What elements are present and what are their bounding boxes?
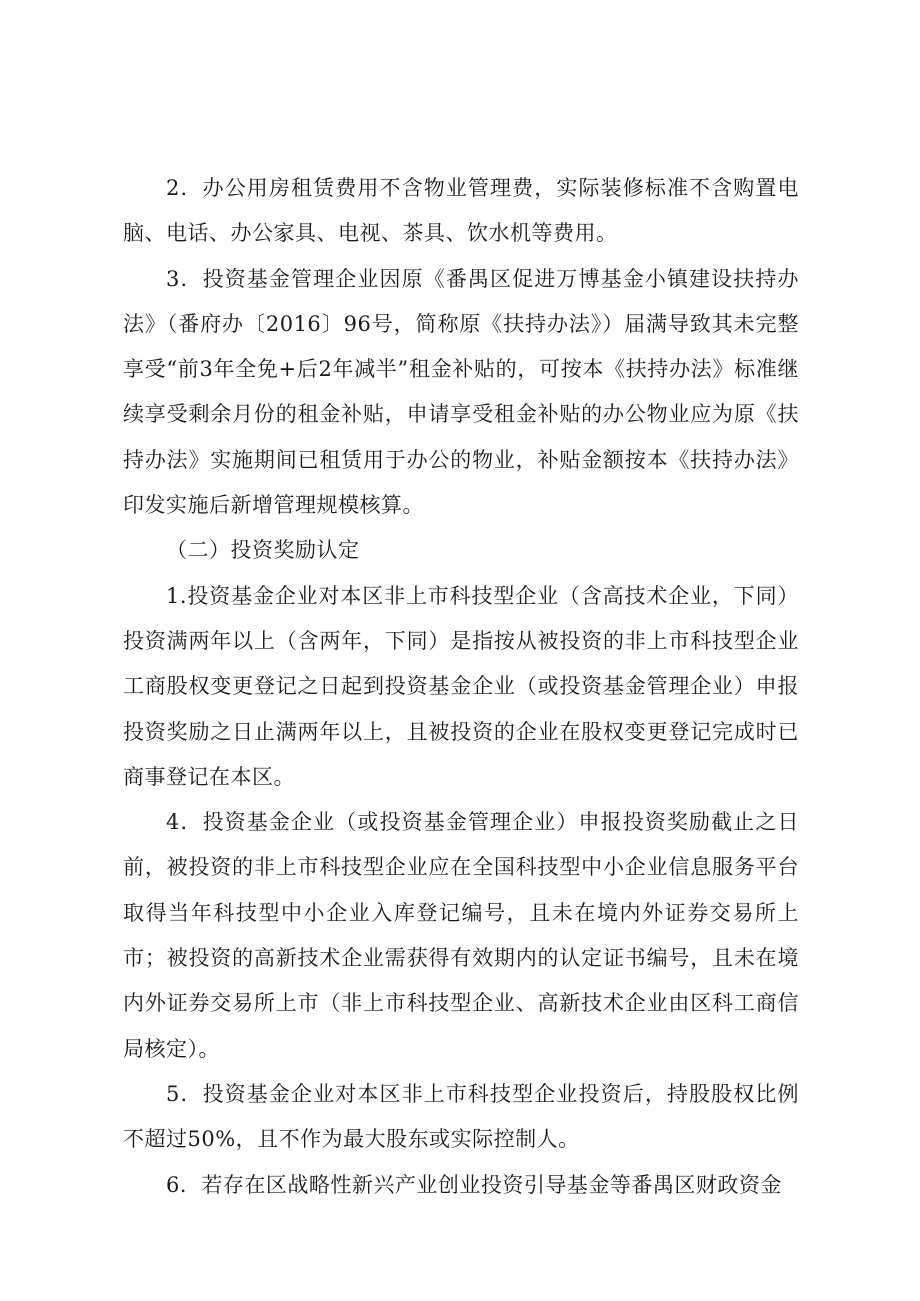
paragraph-guidance-fund: 6．若存在区战略性新兴产业创业投资引导基金等番禺区财政资金 xyxy=(166,1172,782,1197)
paragraph-shareholding-limit: 5．投资基金企业对本区非上市科技型企业投资后，持股股权比例不超过50%，且不作为最大股东或实际控制人。 xyxy=(123,1081,799,1152)
section-heading-investment-reward: （二）投资奖励认定 xyxy=(166,538,360,563)
paragraph-rent-subsidy-continuation: 3．投资基金管理企业因原《番禺区促进万博基金小镇建设扶持办法》（番府办〔2016〕96号，简称原《扶持办法》）届满导致其未完整享受“前3年全免+后2年减半”租金补贴的，可按本《扶持办法》标准继续享受剩余月份的租金补贴，申请享受租金补贴的办公物业应为原《扶持办法》实施期间已租赁用于办公的物业，补贴金额按本《扶持办法》印发实施后新增管理规模核算。 xyxy=(123,266,799,518)
paragraph-investment-duration: 1.投资基金企业对本区非上市科技型企业（含高技术企业，下同）投资满两年以上（含两年，下同）是指按从被投资的非上市科技型企业工商股权变更登记之日起到投资基金企业（或投资基金管理企业）申报投资奖励之日止满两年以上，且被投资的企业在股权变更登记完成时已商事登记在本区。 xyxy=(123,583,799,789)
paragraph-tech-enterprise-requirements: 4．投资基金企业（或投资基金管理企业）申报投资奖励截止之日前，被投资的非上市科技型企业应在全国科技型中小企业信息服务平台取得当年科技型中小企业入库登记编号，且未在境内外证券交易所上市；被投资的高新技术企业需获得有效期内的认定证书编号，且未在境内外证券交易所上市（非上市科技型企业、高新技术企业由区科工商信局核定）。 xyxy=(123,810,799,1061)
paragraph-office-rent-scope: 2．办公用房租赁费用不含物业管理费，实际装修标准不含购置电脑、电话、办公家具、电视、茶具、饮水机等费用。 xyxy=(123,176,799,246)
document-body xyxy=(123,166,799,1208)
